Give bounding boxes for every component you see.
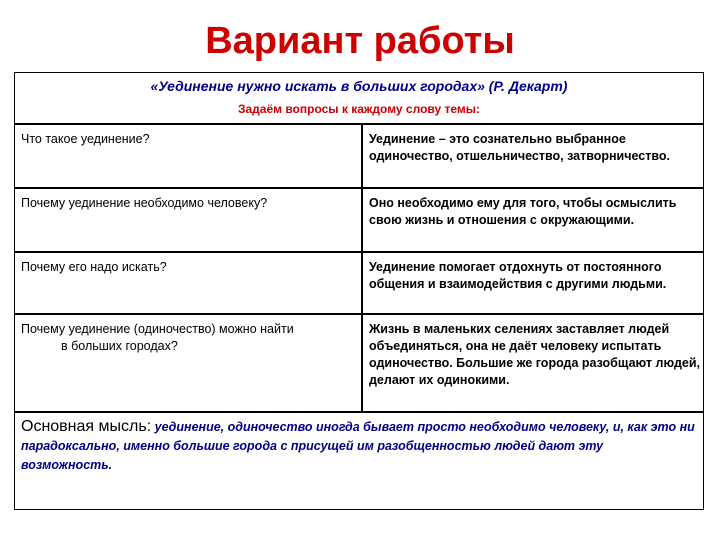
main-thought [21,417,697,475]
question-text: Почему уединение необходимо человеку? [21,196,268,210]
page-title: Вариант работы [205,20,515,62]
table-row-answer: Уединение помогает отдохнуть от постоянного общения и взаимодействия с другими людьми. [369,260,667,291]
table-row-answer: Оно необходимо ему для того, чтобы осмыслить свою жизнь и отношения с окружающими. [369,196,677,227]
table-row-question [21,195,357,212]
questions-table [15,123,703,413]
question-text: Почему уединение (одиночество) можно найти [21,322,294,336]
table-row-question [21,321,357,355]
task-subtitle: Задаём вопросы к каждому слову темы: [237,102,481,116]
question-text-continued: в больших городах? [61,339,178,353]
table-row-question [21,131,357,148]
main-thought-text: уединение, одиночество иногда бывает просто необходимо человеку, и, как это ни парадоксально, именно большие города с присущей им разобщенностью людей дают эту возможность. [21,420,695,472]
row-divider [15,187,703,189]
content-frame [14,72,704,510]
question-text: Что такое уединение? [21,132,150,146]
table-row-question [21,259,357,276]
question-text: Почему его надо искать? [21,260,167,274]
topic-quote: «Уединение нужно искать в больших городах» (Р. Декарт) [150,78,568,94]
column-divider [361,125,363,411]
row-divider [15,251,703,253]
row-divider [15,313,703,315]
table-row-answer: Уединение – это сознательно выбранное одиночество, отшельничество, затворничество. [369,132,670,163]
main-thought-label: Основная мысль: [21,418,152,435]
table-row-answer: Жизнь в маленьких селениях заставляет людей объединяться, она не даёт человеку испытать одиночество. Большие же города разобщают людей, делают их одинокими. [369,322,701,387]
